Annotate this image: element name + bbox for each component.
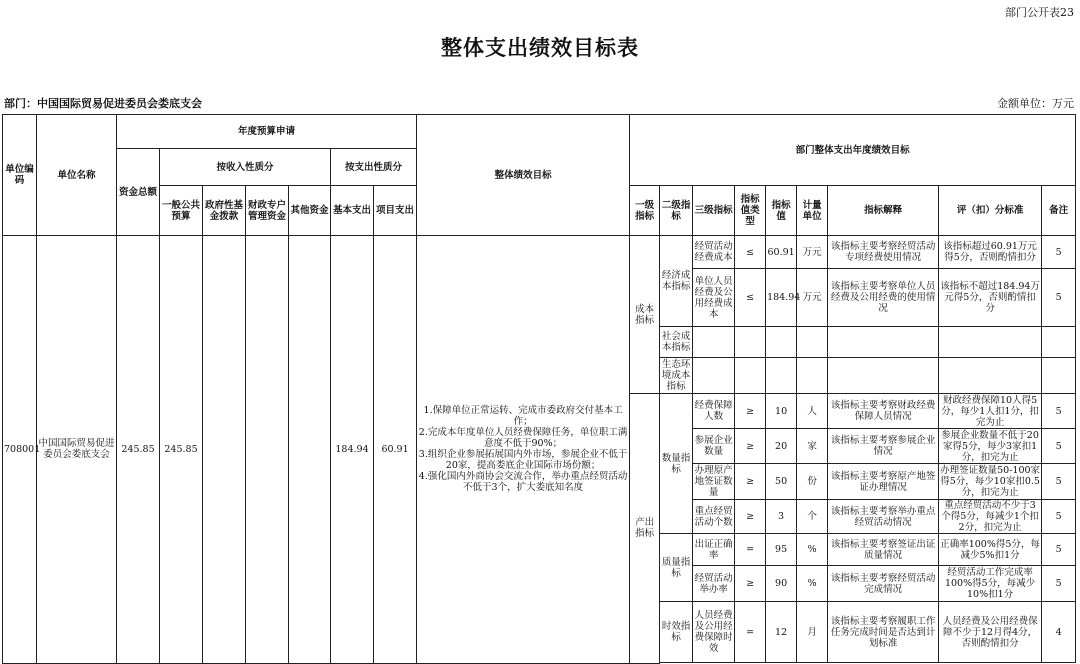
empty-cell xyxy=(693,358,735,394)
performance-target-table xyxy=(2,114,1078,664)
indicator-standard: 正确率100%得5分，每减少5%扣1分 xyxy=(939,534,1042,566)
header-general-budget: 一般公共预算 xyxy=(160,186,203,236)
total-funds-cell: 245.85 xyxy=(117,236,160,664)
level2-eco-cost-cell: 生态环境成本指标 xyxy=(660,358,693,394)
indicator-name: 人员经费及公用经费保障时效 xyxy=(693,602,735,663)
indicator-explanation: 该指标主要考察经贸活动完成情况 xyxy=(828,566,939,602)
header-value-type: 指标值类型 xyxy=(735,186,766,236)
header-project-expense: 项目支出 xyxy=(374,186,417,236)
header-level1: 一级指标 xyxy=(630,186,660,236)
header-measure-unit: 计量单位 xyxy=(797,186,828,236)
indicator-type: ≥ xyxy=(735,566,766,602)
indicator-explanation: 该指标主要考察履职工作任务完成时间是否达到计划标准 xyxy=(828,602,939,663)
empty-cell xyxy=(766,327,797,358)
header-basic-expense: 基本支出 xyxy=(331,186,374,236)
level2-quantity-cell: 数量指标 xyxy=(660,394,693,534)
indicator-explanation: 该指标主要考察举办重点经贸活动情况 xyxy=(828,500,939,534)
indicator-name: 单位人员经费及公用经费成本 xyxy=(693,269,735,327)
indicator-score: 5 xyxy=(1042,566,1076,602)
level2-social-cost-cell: 社会成本指标 xyxy=(660,327,693,358)
general-budget-cell: 245.85 xyxy=(160,236,203,664)
indicator-name: 经贸活动经费成本 xyxy=(693,236,735,269)
empty-cell xyxy=(828,358,939,394)
indicator-unit: % xyxy=(797,534,828,566)
indicator-score: 5 xyxy=(1042,429,1076,464)
gov-fund-cell xyxy=(203,236,246,664)
indicator-name: 出证正确率 xyxy=(693,534,735,566)
empty-cell xyxy=(828,327,939,358)
header-unit-name: 单位名称 xyxy=(37,115,117,236)
header-value: 指标值 xyxy=(766,186,797,236)
header-by-income: 按收入性质分 xyxy=(160,149,331,186)
indicator-explanation: 该指标主要考察参展企业情况 xyxy=(828,429,939,464)
indicator-unit: 份 xyxy=(797,464,828,500)
indicator-standard: 参展企业数量不低于20家得5分，每少3家扣1分，扣完为止 xyxy=(939,429,1042,464)
header-budget-group: 年度预算申请 xyxy=(117,115,417,149)
header-gov-fund: 政府性基金拨款 xyxy=(203,186,246,236)
indicator-score: 5 xyxy=(1042,464,1076,500)
empty-cell xyxy=(797,327,828,358)
header-annual-target: 部门整体支出年度绩效目标 xyxy=(630,115,1076,186)
overall-goal-cell: 1.保障单位正常运转、完成市委政府交付基本工作； 2.完成本年度单位人员经费保障任务，单位职工满意度不低于90%； 3.组织企业参展拓展国内外市场，参展企业不低于20家，提高娄底企业国际市场份额； 4.强化国内外商协会交流合作，举办重点经贸活动不低于3个，扩大娄底知名度 xyxy=(417,236,630,664)
indicator-standard: 财政经费保障10人得5分，每少1人扣1分，扣完为止 xyxy=(939,394,1042,429)
indicator-explanation: 该指标主要考察原产地签证办理情况 xyxy=(828,464,939,500)
indicator-value: 90 xyxy=(766,566,797,602)
empty-cell xyxy=(735,327,766,358)
header-other-fund: 其他资金 xyxy=(289,186,331,236)
special-fund-cell xyxy=(246,236,289,664)
unit-name-cell: 中国国际贸易促进委员会娄底支会 xyxy=(37,236,117,664)
indicator-type: ≤ xyxy=(735,236,766,269)
empty-cell xyxy=(693,327,735,358)
header-explanation: 指标解释 xyxy=(828,186,939,236)
indicator-value: 10 xyxy=(766,394,797,429)
indicator-standard: 该指标超过60.91万元得5分，否则酌情扣分 xyxy=(939,236,1042,269)
header-special-fund: 财政专户管理资金 xyxy=(246,186,289,236)
indicator-explanation: 该指标主要考察单位人员经费及公用经费的使用情况 xyxy=(828,269,939,327)
indicator-standard: 该指标不超过184.94万元得5分，否则酌情扣分 xyxy=(939,269,1042,327)
spacer-cell xyxy=(660,663,1078,664)
form-number: 部门公开表23 xyxy=(1005,6,1074,19)
header-level2: 二级指标 xyxy=(660,186,693,236)
currency-unit-label: 金额单位：万元 xyxy=(997,97,1074,110)
empty-cell xyxy=(939,327,1042,358)
empty-cell xyxy=(766,358,797,394)
indicator-name: 办理原产地签证数量 xyxy=(694,465,733,498)
basic-expense-cell: 184.94 xyxy=(331,236,374,664)
empty-cell xyxy=(735,358,766,394)
indicator-value: 95 xyxy=(766,534,797,566)
empty-cell xyxy=(1042,358,1076,394)
indicator-score: 5 xyxy=(1042,269,1076,327)
level1-output-cell: 产出指标 xyxy=(630,394,660,664)
indicator-explanation: 该指标主要考察经贸活动专项经费使用情况 xyxy=(828,236,939,269)
header-unit-code: 单位编码 xyxy=(3,115,37,236)
indicator-type: = xyxy=(735,534,766,566)
indicator-standard: 办理签证数量50-100家得5分，每少10家扣0.5分，扣完为止 xyxy=(940,465,1041,498)
indicator-score: 4 xyxy=(1042,602,1076,663)
unit-code-cell: 708001 xyxy=(3,236,37,664)
indicator-type: ≥ xyxy=(735,394,766,429)
indicator-score: 5 xyxy=(1042,534,1076,566)
indicator-standard: 重点经贸活动不少于3个得5分，每减少1个扣2分，扣完为止 xyxy=(939,500,1042,534)
empty-cell xyxy=(1042,327,1076,358)
indicator-unit: 月 xyxy=(797,602,828,663)
indicator-name: 经贸活动举办率 xyxy=(693,566,735,602)
page-title: 整体支出绩效目标表 xyxy=(441,35,639,60)
level2-econ-cost-cell: 经济成本指标 xyxy=(660,236,693,327)
indicator-name: 参展企业数量 xyxy=(693,429,735,464)
indicator-unit: 家 xyxy=(797,429,828,464)
department-label: 部门：中国国际贸易促进委员会娄底支会 xyxy=(4,97,202,110)
header-remark: 备注 xyxy=(1042,186,1076,236)
indicator-type: ≤ xyxy=(735,269,766,327)
indicator-explanation: 该指标主要考察签证出证质量情况 xyxy=(828,534,939,566)
header-overall-goal: 整体绩效目标 xyxy=(417,115,630,236)
indicator-unit: 个 xyxy=(797,500,828,534)
header-by-expense: 按支出性质分 xyxy=(331,149,417,186)
indicator-standard: 经贸活动工作完成率100%得5分，每减少10%扣1分 xyxy=(939,566,1042,602)
indicator-value: 60.91 xyxy=(766,236,797,269)
other-fund-cell xyxy=(289,236,331,664)
header-total-funds: 资金总额 xyxy=(117,149,160,236)
indicator-unit: 万元 xyxy=(797,236,828,269)
empty-cell xyxy=(939,358,1042,394)
indicator-score: 5 xyxy=(1042,236,1076,269)
indicator-standard: 人员经费及公用经费保障不少于12月得4分，否则酌情扣分 xyxy=(939,602,1042,663)
header-standard: 评（扣）分标准 xyxy=(939,186,1042,236)
indicator-value: 3 xyxy=(766,500,797,534)
indicator-name: 重点经贸活动个数 xyxy=(693,500,735,534)
indicator-explanation: 该指标主要考察财政经费保障人员情况 xyxy=(828,394,939,429)
indicator-unit: 万元 xyxy=(797,269,828,327)
indicator-name: 经费保障人数 xyxy=(693,394,735,429)
indicator-score: 5 xyxy=(1042,500,1076,534)
indicator-value: 184.94 xyxy=(766,269,797,327)
indicator-type: ≥ xyxy=(735,429,766,464)
indicator-unit: 人 xyxy=(797,394,828,429)
indicator-value: 12 xyxy=(766,602,797,663)
header-level3: 三级指标 xyxy=(693,186,735,236)
indicator-unit: % xyxy=(797,566,828,602)
indicator-value: 50 xyxy=(766,464,797,500)
level2-quality-cell: 质量指标 xyxy=(660,534,693,602)
level2-timeliness-cell: 时效指标 xyxy=(660,602,693,663)
empty-cell xyxy=(797,358,828,394)
indicator-score: 5 xyxy=(1042,394,1076,429)
level1-cost-cell: 成本指标 xyxy=(630,236,660,394)
project-expense-cell: 60.91 xyxy=(374,236,417,664)
indicator-type: = xyxy=(735,602,766,663)
indicator-type: ≥ xyxy=(735,464,766,500)
indicator-value: 20 xyxy=(766,429,797,464)
indicator-type: ≥ xyxy=(735,500,766,534)
